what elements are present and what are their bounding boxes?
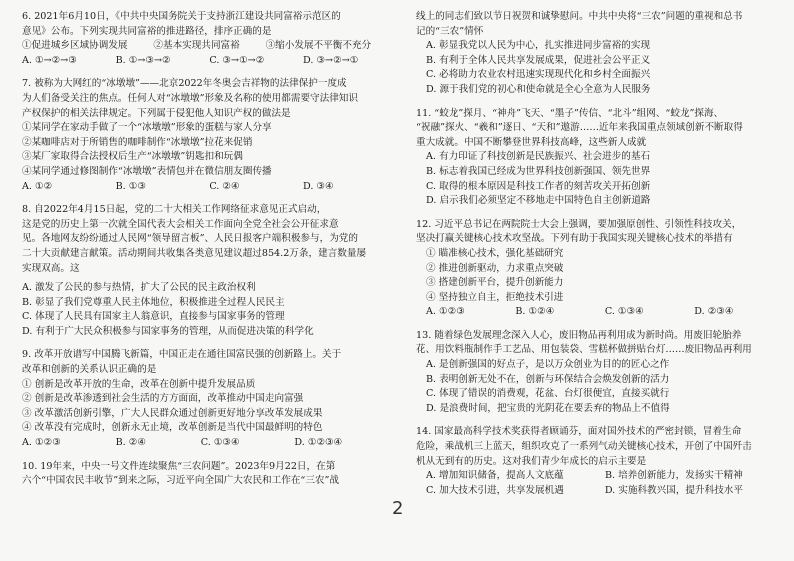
statement-item: ②某咖啡店对于所销售的咖啡制作“冰墩墩”拉花来促销 — [22, 136, 253, 148]
statement-item: ① 创新是改革开放的生命，改革在创新中提升发展品质 — [22, 378, 256, 390]
question-text: 8. 自2022年4月15日起，党的二十大相关工作网络征求意见正式启动， — [22, 204, 327, 216]
question-7 — [22, 77, 387, 194]
option-a: A. 彰显我党以人民为中心，扎实推进同步富裕的实现 — [426, 40, 651, 52]
option-d: D. ③④ — [302, 180, 334, 192]
statement-item: ③缩小发展不平衡不充分 — [265, 40, 372, 52]
option-c: C. 体现了人民具有国家主人翁意识，直接参与国家事务的管理 — [22, 311, 285, 323]
option-c: C. ①③④ — [604, 306, 644, 318]
option-a: A. ①→②→③ — [22, 54, 77, 66]
option-d: D. 有利于广大民众积极参与国家事务的管理，从而促进决策的科学化 — [22, 325, 314, 337]
option-b: B. ①②④ — [515, 306, 555, 318]
answer-options-row-2 — [416, 484, 774, 499]
option-b: B. 表明创新无处不在，创新与环保结合会焕发创新的活力 — [426, 373, 670, 385]
question-text: 13. 随着绿色发展理念深入人心，废旧物品再利用成为新时尚。用废旧轮胎养 — [416, 329, 742, 341]
option-d: D. ①②③④ — [294, 437, 343, 449]
question-10 — [22, 460, 387, 489]
answer-options — [22, 54, 387, 69]
answer-options — [22, 180, 387, 195]
question-12 — [416, 218, 774, 320]
question-6 — [22, 10, 387, 68]
statement-item: ③某厂家取得合法授权后生产“冰墩墩”钥匙扣和玩偶 — [22, 151, 243, 163]
answer-options-row-1 — [416, 469, 774, 484]
question-text: 6. 2021年6月10日，《中共中央国务院关于支持浙江建设共同富裕示范区的 — [22, 11, 341, 22]
statement-item: ③ 搭建创新平台，提升创新能力 — [426, 277, 564, 289]
question-text: 坚决打赢关键核心技术攻坚战。下列有助于我国实现关键核心技术的举措有 — [416, 233, 733, 245]
statement-item: ④某同学通过修图制作“冰墩墩”表情包并在微信朋友圈传播 — [22, 165, 272, 177]
question-text: 10. 19年来，中央一号文件连续聚焦“三农问题”。2023年9月22日，在第 — [22, 460, 336, 472]
option-c: C. 取得的根本原因是科技工作者的刻苦攻关开拓创新 — [426, 180, 651, 192]
question-text: 这是党的历史上第一次就全国代表大会相关工作面向全党全社会公开征求意 — [22, 218, 339, 230]
question-13 — [416, 329, 774, 417]
question-text: 11. “蛟龙”探月、“神舟”飞天、“墨子”传信、“北斗”组网、“蛟龙”探海、 — [416, 107, 724, 119]
option-c: C. ③→①→② — [209, 54, 265, 66]
option-b: B. 彰显了我们党尊重人民主体地位，积极推进全过程人民民主 — [22, 296, 285, 308]
question-text: 7. 被称为大网红的“冰墩墩”——北京2022年冬奥会吉祥物的法律保护一度成 — [22, 78, 347, 90]
question-14 — [416, 425, 774, 498]
option-d: D. 启示我们必须坚定不移地走中国特色自主创新道路 — [426, 195, 651, 207]
statement-item: ④ 改革没有完成时，创新永无止境，改革创新是当代中国最鲜明的特色 — [22, 422, 323, 434]
right-column — [416, 10, 774, 498]
left-column — [22, 10, 387, 489]
page-number: 2 — [392, 498, 404, 519]
answer-options — [416, 305, 774, 320]
question-text: 改革和创新的关系认识正确的是 — [22, 364, 157, 376]
question-text: 14. 国家最高科学技术奖获得者顾诵芬，面对国外技术的严密封锁，冒着生命 — [416, 426, 742, 438]
statement-item: ①促进城乡区域协调发展 — [22, 40, 128, 52]
question-text: 机从无到有的历史。这对我们青少年成长的启示主要是 — [416, 455, 647, 467]
option-b: B. ①→③→② — [115, 54, 171, 66]
question-text: 记的“三农”情怀 — [416, 25, 484, 37]
option-a: A. 有力印证了科技创新是民族振兴、社会进步的基石 — [426, 151, 651, 163]
statement-item: ① 瞄准核心技术，强化基础研究 — [426, 247, 564, 259]
statement-item: ② 创新是改革渗透到社会生活的方方面面，改革推动中国走向富强 — [22, 393, 304, 405]
option-b: B. 有利于全体人民共享发展成果，促进社会公平正义 — [426, 54, 651, 66]
question-text: 产权保护的相关法律规定。下列属于侵犯他人知识产权的做法是 — [22, 107, 291, 119]
option-c: C. 体现了错误的消费观，花盆、台灯很便宜，直接买就行 — [426, 388, 670, 400]
question-text: 意见》公布。下列实现共同富裕的推进路径，排序正确的是 — [22, 25, 272, 37]
option-b: B. ①③ — [115, 180, 146, 192]
question-9 — [22, 348, 387, 450]
option-a: A. 增加知识储备，提高人文底蕴 — [426, 470, 564, 482]
question-text: 花、用饮料瓶制作手工艺品、用包装袋、雪糕杯做拼贴台灯……废旧物品再利用 — [416, 344, 752, 356]
statement-item: ③ 改革激活创新引擎，广大人民群众通过创新更好地分享改革发展成果 — [22, 407, 323, 419]
option-c: C. 必将助力农业农村迅速实现现代化和乡村全面振兴 — [426, 69, 651, 81]
statement-list — [22, 39, 387, 54]
option-b: B. ②④ — [115, 437, 146, 449]
option-a: A. 是创新强国的好点子，是以万众创业为目的的匠心之作 — [426, 359, 670, 371]
answer-options — [22, 436, 387, 451]
question-text: 9. 改革开放谱写中国腾飞新篇，中国正走在通往国富民强的创新路上。关于 — [22, 349, 342, 361]
question-text: 为人们备受关注的焦点。任何人对“冰墩墩”形象及名称的使用都需要守法律知识 — [22, 92, 358, 104]
question-10-continued — [416, 10, 774, 98]
statement-item: ①某同学在家动手做了一个“冰墩墩”形象的蛋糕与家人分享 — [22, 122, 272, 134]
question-text: 12. 习近平总书记在两院院士大会上强调，要加强原创性、引领性科技攻关， — [416, 218, 742, 230]
question-text: 实现双高。这 — [22, 262, 80, 274]
option-d: D. ③→②→① — [303, 54, 359, 66]
option-d: D. 源于我们党的初心和使命就是全心全意为人民服务 — [426, 83, 651, 95]
option-b: B. 培养创新能力，发扬实干精神 — [604, 470, 743, 482]
option-b: B. 标志着我国已经成为世界科技创新强国、领先世界 — [426, 165, 651, 177]
statement-item: ②基本实现共同富裕 — [153, 40, 240, 52]
option-a: A. ①②③ — [426, 306, 465, 318]
option-d: D. ②③④ — [694, 306, 734, 318]
statement-item: ④ 坚持独立自主，拒绝技术引进 — [426, 291, 564, 303]
option-a: A. 激发了公民的参与热情，扩大了公民的民主政治权利 — [22, 282, 256, 294]
question-text: 二十大贡献建言献策。活动期间共收集各类意见建议超过854.2万条，建言数量屡 — [22, 247, 367, 259]
option-c: C. ②④ — [209, 180, 240, 192]
question-text: 重大成就。中国不断攀登世界科技高峰，这些新人成就 — [416, 136, 647, 148]
question-text: 六个“中国农民丰收节”到来之际，习近平向全国广大农民和工作在“三农”战 — [22, 475, 340, 487]
question-text: “祝融”探火、“羲和”逐日、“天和”遨游……近年来我国重点领域创新不断取得 — [416, 122, 743, 134]
question-text: 见。各地网友纷纷通过人民网“领导留言板”、人民日报客户端积极参与，为党的 — [22, 233, 358, 245]
option-c: C. ①③④ — [200, 437, 240, 449]
option-c: C. 加大技术引进，共享发展机遇 — [426, 484, 564, 496]
option-a: A. ①② — [22, 180, 53, 192]
option-a: A. ①②③ — [22, 437, 61, 449]
option-d: D. 是浪费时间，把宝贵的光阴花在要丢弃的物品上不值得 — [426, 402, 670, 414]
question-11 — [416, 107, 774, 209]
question-text: 线上的同志们致以节日祝贺和诚挚慰问。中共中央将“三农”问题的重视和总书 — [416, 11, 743, 22]
question-8 — [22, 203, 387, 339]
question-text: 危险，乘战机三上蓝天，组织攻克了一系列气动关键核心技术，开创了中国歼击 — [416, 441, 752, 453]
option-d: D. 实施科教兴国，提升科技水平 — [604, 484, 743, 496]
statement-item: ② 推进创新驱动，力求重点突破 — [426, 262, 564, 274]
